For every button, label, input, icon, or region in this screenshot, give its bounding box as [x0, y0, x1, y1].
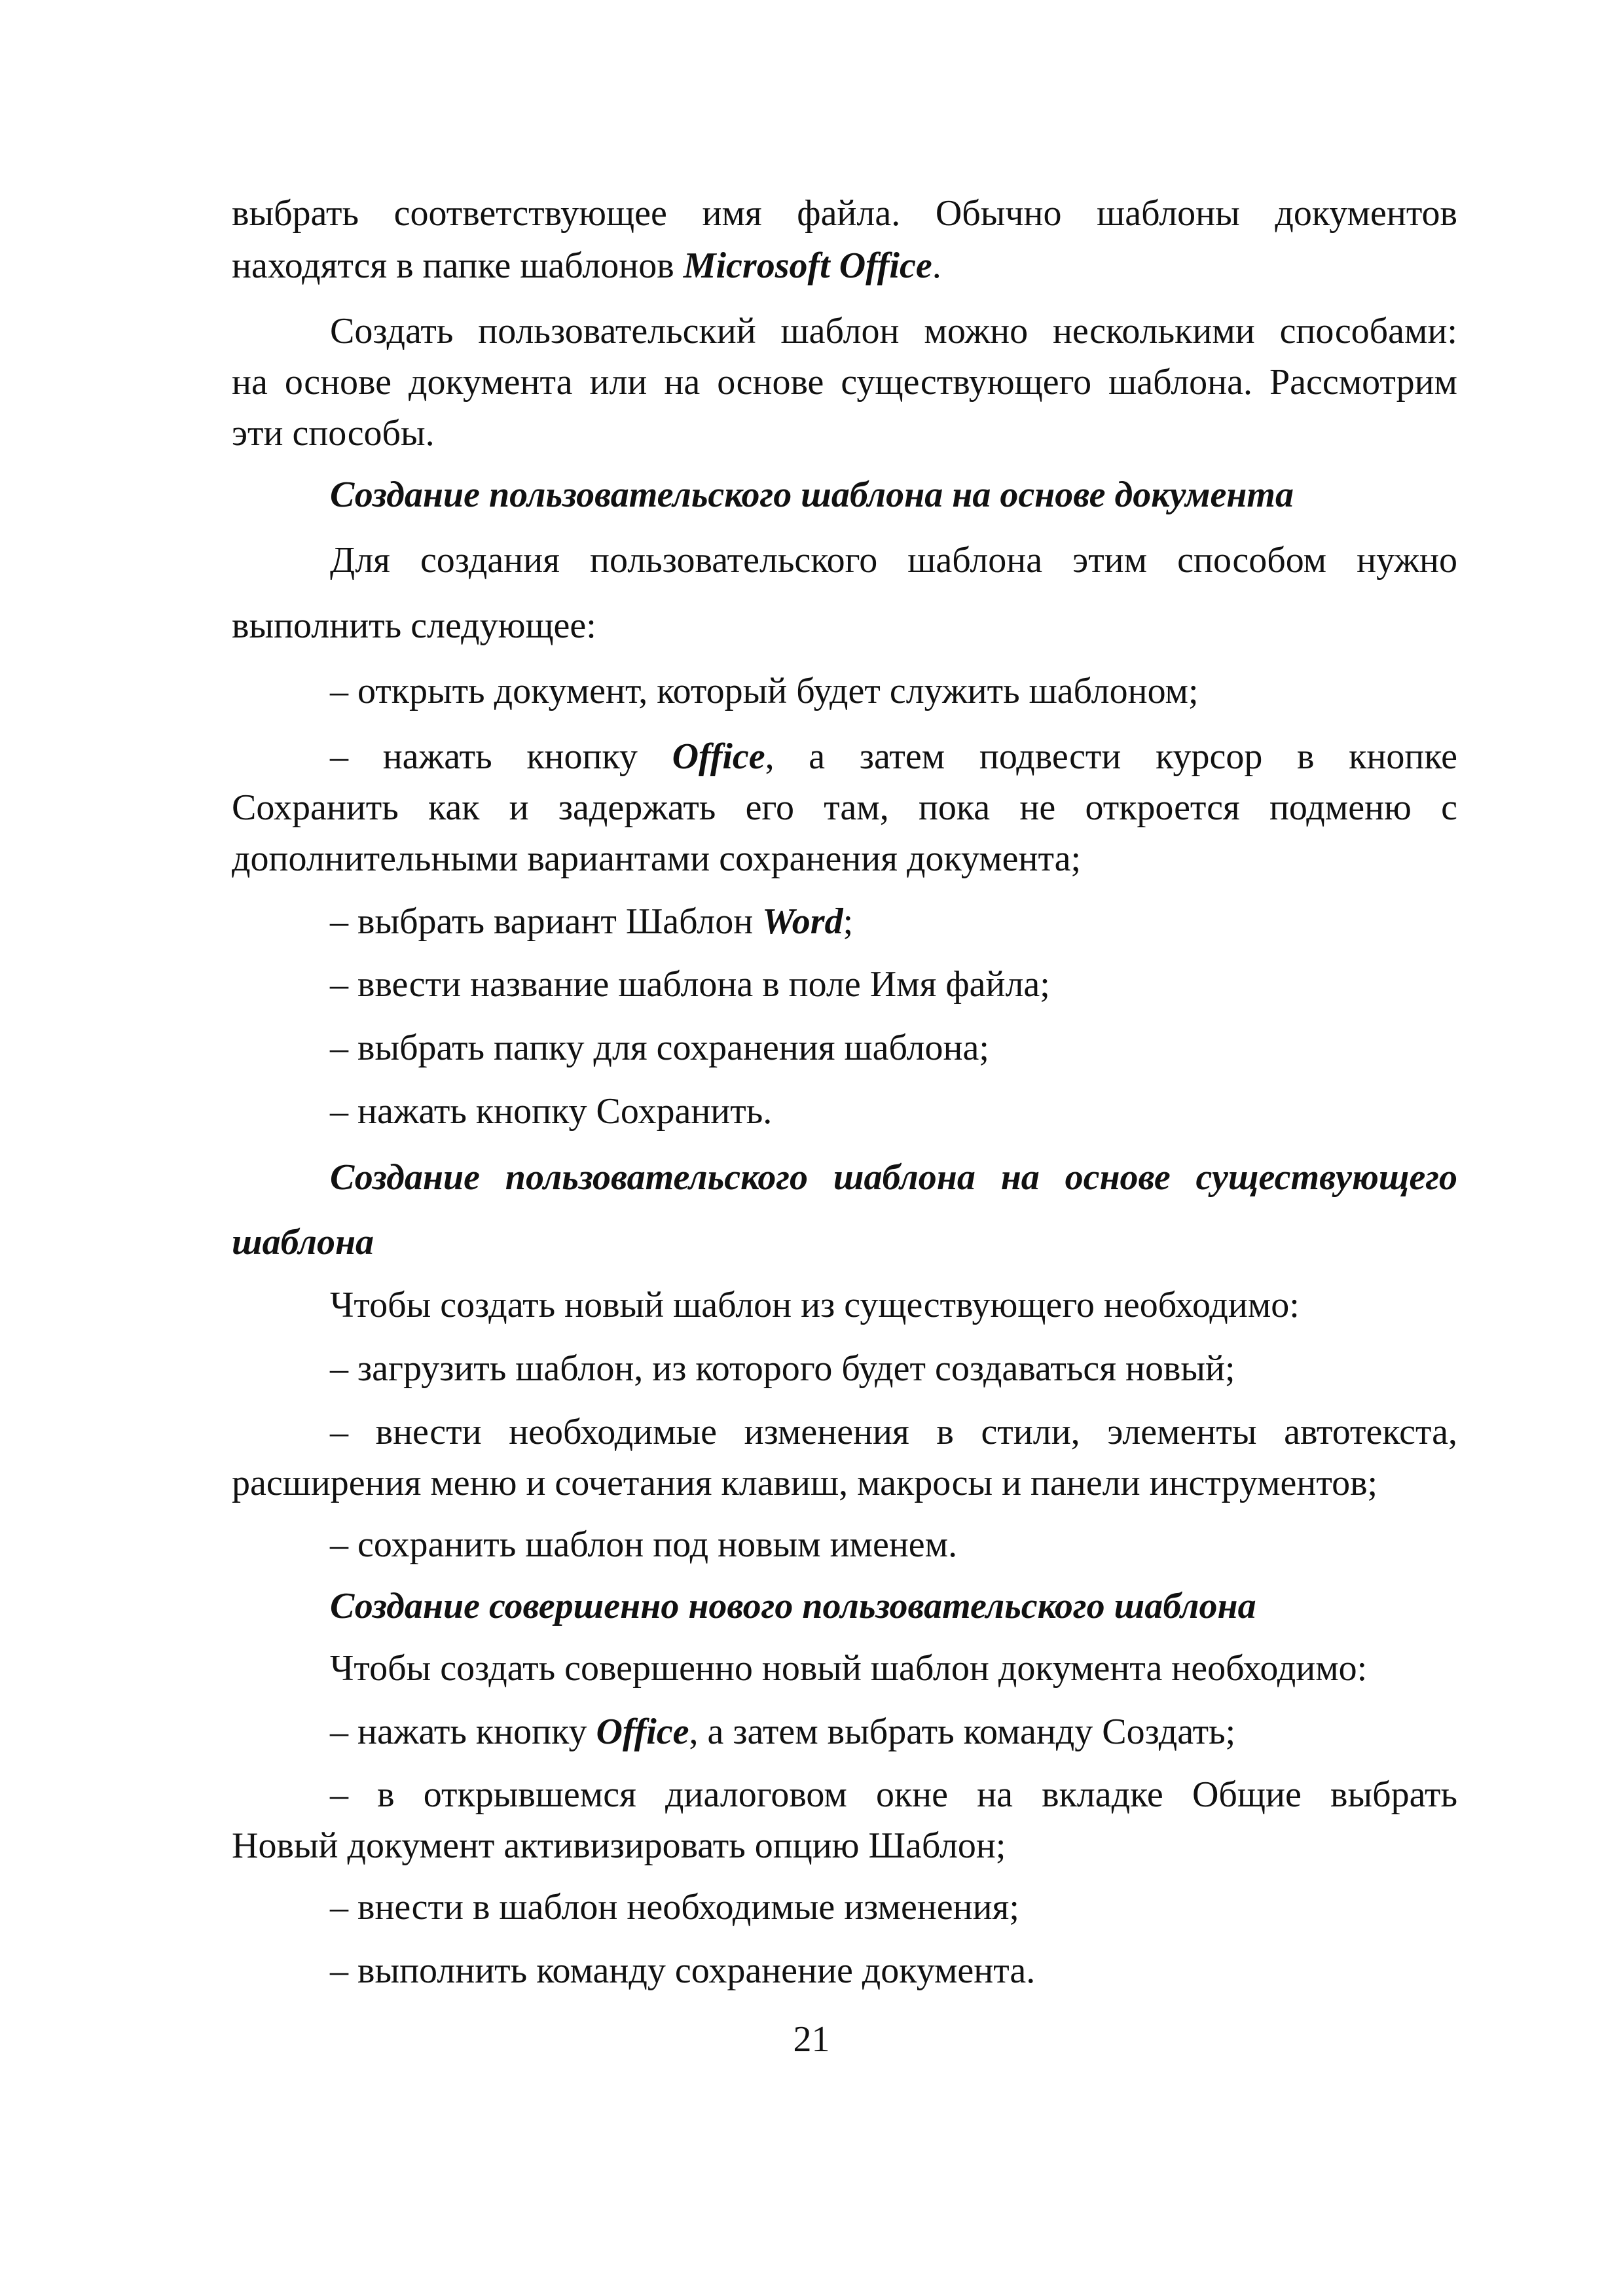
text-segment: находятся в папке шаблонов: [232, 245, 684, 286]
text-segment: выбрать соответствующее имя файла. Обычно шаблоны документов: [232, 193, 1457, 234]
text-line: [330, 1282, 1300, 1329]
text-segment: – выбрать папку для сохранения шаблона;: [330, 1028, 989, 1068]
text-segment: выполнить следующее:: [232, 605, 596, 646]
section-heading: [330, 1583, 1256, 1630]
text-segment: – внести необходимые изменения в стили, элементы автотекста,: [330, 1412, 1457, 1452]
text-segment: Для создания пользовательского шаблона этим способом нужно: [330, 540, 1457, 581]
text-segment: Office: [672, 736, 765, 777]
text-segment: Word: [762, 901, 843, 942]
list-item: [330, 1947, 1035, 1994]
list-item: [330, 1708, 1235, 1755]
list-item: [330, 1521, 957, 1568]
text-segment: Создать: [1102, 1712, 1226, 1752]
list-item: [330, 1884, 1019, 1931]
text-line: [330, 537, 1457, 584]
text-segment: ;: [1040, 964, 1050, 1005]
section-heading: [232, 1219, 374, 1266]
text-segment: эти способы.: [232, 413, 435, 454]
text-segment: и задержать его там, пока не откроется подменю с: [479, 787, 1457, 828]
text-segment: – нажать кнопку: [330, 736, 672, 777]
text-line: [232, 410, 435, 457]
text-segment: – загрузить шаблон, из которого будет создаваться новый;: [330, 1348, 1235, 1389]
section-heading: [330, 471, 1294, 518]
text-line: [232, 784, 1457, 831]
text-line: [232, 190, 1457, 237]
text-segment: – открыть документ, который будет служить шаблоном;: [330, 671, 1199, 711]
text-segment: Новый документ: [232, 1825, 495, 1866]
text-segment: ;: [1225, 1712, 1236, 1752]
text-segment: Шаблон: [868, 1825, 996, 1866]
text-segment: Чтобы создать новый шаблон из существующего необходимо:: [330, 1285, 1300, 1325]
text-segment: – нажать кнопку: [330, 1091, 596, 1132]
text-segment: Сохранить как: [232, 787, 480, 828]
list-item: [330, 1771, 1457, 1818]
text-segment: Общие: [1192, 1774, 1302, 1815]
text-segment: – выполнить команду сохранение документа.: [330, 1950, 1036, 1991]
text-segment: Office: [596, 1712, 689, 1752]
text-segment: Создание совершенно нового пользовательского шаблона: [330, 1586, 1256, 1626]
text-segment: шаблона: [232, 1222, 374, 1263]
text-segment: Сохранить: [596, 1091, 763, 1132]
list-item: [330, 961, 1050, 1008]
text-segment: – внести в шаблон необходимые изменения;: [330, 1887, 1019, 1928]
list-item: [330, 733, 1457, 780]
text-segment: ;: [843, 901, 854, 942]
list-item: [330, 1408, 1457, 1456]
page-number: 21: [793, 2019, 830, 2060]
text-segment: активизировать опцию: [494, 1825, 869, 1866]
text-line: [232, 359, 1457, 406]
text-segment: Имя файла: [869, 964, 1040, 1005]
text-segment: ;: [995, 1825, 1006, 1866]
text-line: [232, 242, 941, 289]
list-item: [330, 1088, 772, 1135]
text-segment: Чтобы создать совершенно новый шаблон документа необходимо:: [330, 1648, 1368, 1689]
list-item: [330, 668, 1199, 715]
text-line: [232, 602, 596, 649]
section-heading: [330, 1154, 1457, 1201]
text-segment: Шаблон: [625, 901, 763, 942]
list-item: [330, 1024, 989, 1071]
text-segment: .: [932, 245, 941, 286]
text-segment: – в открывшемся диалоговом окне на вкладке: [330, 1774, 1192, 1815]
text-segment: – нажать кнопку: [330, 1712, 596, 1752]
text-segment: , а затем выбрать команду: [689, 1712, 1103, 1752]
text-line: [232, 835, 1081, 882]
text-segment: – сохранить шаблон под новым именем.: [330, 1524, 958, 1565]
text-line: [232, 1460, 1377, 1507]
list-item: [330, 1345, 1235, 1392]
text-segment: дополнительными вариантами сохранения документа;: [232, 838, 1082, 879]
text-segment: Microsoft Office: [683, 245, 932, 286]
text-segment: .: [763, 1091, 773, 1132]
text-line: [330, 1645, 1367, 1692]
text-segment: – ввести название шаблона в поле: [330, 964, 870, 1005]
text-segment: расширения меню и сочетания клавиш, макросы и панели инструментов;: [232, 1463, 1378, 1503]
text-segment: Создать пользовательский шаблон можно несколькими способами:: [330, 311, 1457, 351]
text-segment: Создание пользовательского шаблона на основе документа: [330, 475, 1294, 515]
text-line: [330, 308, 1457, 355]
text-segment: на основе документа или на основе существующего шаблона. Рассмотрим: [232, 362, 1457, 403]
text-segment: – выбрать вариант: [330, 901, 626, 942]
text-line: [232, 1822, 1006, 1869]
text-segment: , а затем подвести курсор в кнопке: [765, 736, 1457, 777]
list-item: [330, 898, 853, 945]
text-segment: Создание пользовательского шаблона на основе существующего: [330, 1157, 1457, 1198]
text-segment: выбрать: [1301, 1774, 1457, 1815]
